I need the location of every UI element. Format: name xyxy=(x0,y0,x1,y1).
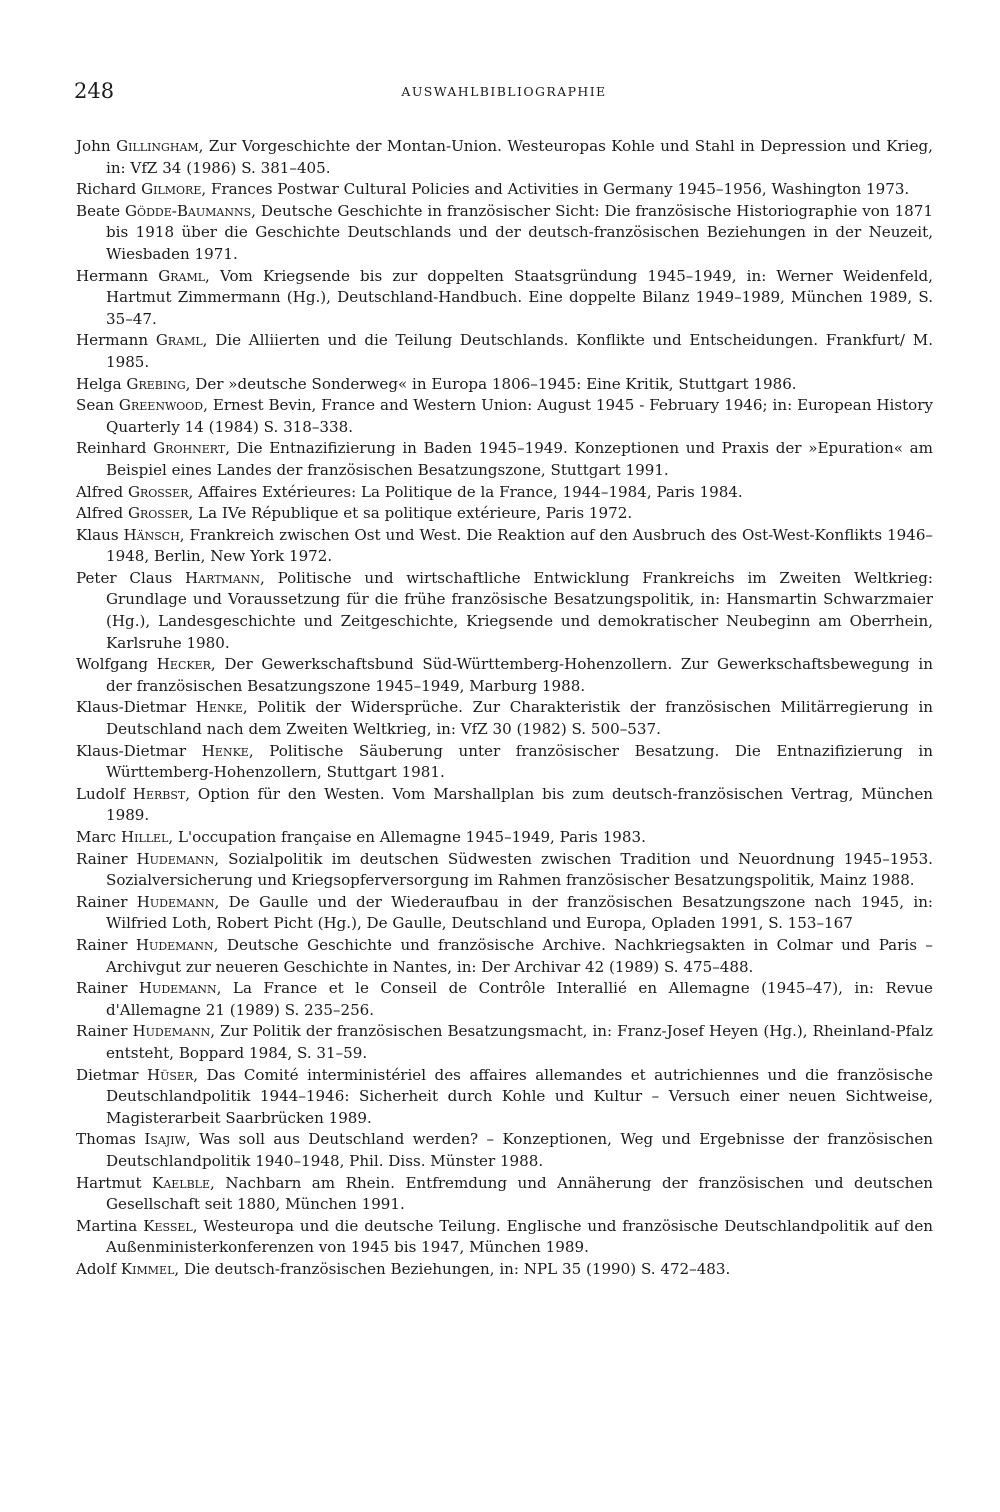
author-first-name: Sean xyxy=(76,396,114,415)
bibliography-entry xyxy=(76,892,933,935)
author-last-name: Kimmel xyxy=(120,1259,175,1278)
bibliography-entry xyxy=(76,395,933,438)
author-first-name: Reinhard xyxy=(76,439,147,458)
bibliography-entry xyxy=(76,1129,933,1172)
author-last-name: Graml xyxy=(155,331,203,350)
running-head: AUSWAHLBIBLIOGRAPHIE xyxy=(401,84,607,99)
author-first-name: Klaus-Dietmar xyxy=(76,698,187,717)
author-last-name: Hüser xyxy=(146,1065,194,1084)
author-first-name: Marc xyxy=(76,828,117,846)
bibliography-entry xyxy=(76,266,933,331)
author-last-name: Grosser xyxy=(127,482,189,501)
author-last-name: Grosser xyxy=(127,504,189,523)
entry-citation: , Deutsche Geschichte und französische Archive. Nachkriegsakten in Colmar und Paris – Archivgut zur neueren Geschichte in Nantes, in: Der Archivar 42 (1989) S. 475–488. xyxy=(106,935,933,976)
bibliography-entry xyxy=(76,784,933,827)
author-last-name: Grebing xyxy=(126,374,186,393)
author-first-name: Ludolf xyxy=(76,784,125,803)
author-last-name: Herbst xyxy=(132,784,186,803)
author-last-name: Hudemann xyxy=(138,979,217,998)
author-first-name: Adolf xyxy=(76,1259,117,1278)
entry-citation: , De Gaulle und der Wiederaufbau in der französischen Besatzungszone nach 1945, in: Wilfried Loth, Robert Picht (Hg.), De Gaulle, Deutschland und Europa, Opladen 1991, S. 153–167 xyxy=(106,892,933,933)
author-first-name: Hermann xyxy=(76,331,149,350)
bibliography-entry xyxy=(76,1021,933,1064)
author-first-name: Dietmar xyxy=(76,1065,139,1084)
entry-citation: , Politische und wirtschaftliche Entwicklung Frankreichs im Zweiten Weltkrieg: Grundlage und Voraussetzung für die frühe französische Besatzungspolitik, in: Hansmartin Schwarzmaier (Hg.), Landesgeschichte und Zeitgeschichte, Kriegsende und demokratischer Neubeginn am Oberrhein, Karlsruhe 1980. xyxy=(106,568,933,652)
author-last-name: Hecker xyxy=(156,655,211,674)
entry-citation: , Zur Vorgeschichte der Montan-Union. Westeuropas Kohle und Stahl in Depression und Krieg, in: VfZ 34 (1986) S. 381–405. xyxy=(106,137,933,177)
author-last-name: Isajiw xyxy=(144,1130,186,1149)
author-last-name: Grohnert xyxy=(153,439,226,458)
author-last-name: Hudemann xyxy=(135,935,214,954)
entry-citation: , Politik der Widersprüche. Zur Charakteristik der französischen Militärregierung in Deutschland nach dem Zweiten Weltkrieg, in: VfZ 30 (1982) S. 500–537. xyxy=(106,698,933,739)
entry-citation: , Politische Säuberung unter französischer Besatzung. Die Entnazifizierung in Württemberg-Hohenzollern, Stuttgart 1981. xyxy=(106,741,933,782)
entry-citation: , Westeuropa und die deutsche Teilung. Englische und französische Deutschlandpolitik auf den Außenministerkonferenzen von 1945 bis 1947, München 1989. xyxy=(106,1216,933,1257)
author-first-name: Rainer xyxy=(76,849,128,868)
author-last-name: Henke xyxy=(195,698,243,717)
author-first-name: Hermann xyxy=(76,266,149,285)
entry-citation: , Das Comité interministériel des affaires allemandes et autrichiennes und die französische Deutschlandpolitik 1944–1946: Sicherheit durch Kohle und Kultur – Versuch einer neuen Sichtweise, Magisterarbeit Saarbrücken 1989. xyxy=(106,1065,933,1127)
bibliography-entry xyxy=(76,741,933,784)
author-first-name: Helga xyxy=(76,374,122,393)
bibliography-entry xyxy=(76,136,933,179)
author-last-name: Hudemann xyxy=(136,849,215,868)
author-first-name: John xyxy=(76,137,111,155)
entry-citation: , La France et le Conseil de Contrôle Interallié en Allemagne (1945–47), in: Revue d'Allemagne 21 (1989) S. 235–256. xyxy=(106,979,933,1019)
author-first-name: Klaus xyxy=(76,525,119,544)
bibliography-entry xyxy=(76,935,933,978)
bibliography-entry xyxy=(76,179,933,201)
entry-citation: , Der Gewerkschaftsbund Süd-Württemberg-Hohenzollern. Zur Gewerkschaftsbewegung in der französischen Besatzungszone 1945–1949, Marburg 1988. xyxy=(106,655,933,695)
entry-citation: , Die deutsch-französischen Beziehungen, in: NPL 35 (1990) S. 472–483. xyxy=(174,1259,731,1278)
entry-citation: , Zur Politik der französischen Besatzungsmacht, in: Franz-Josef Heyen (Hg.), Rheinland-Pfalz entsteht, Boppard 1984, S. 31–59. xyxy=(106,1022,933,1062)
author-last-name: Gödde-Baumanns xyxy=(125,201,252,220)
bibliography-entry xyxy=(76,503,933,525)
entry-citation: , Vom Kriegsende bis zur doppelten Staatsgründung 1945–1949, in: Werner Weidenfeld, Hartmut Zimmermann (Hg.), Deutschland-Handbuch. Eine doppelte Bilanz 1949–1989, München 1989, S. 35–47. xyxy=(106,266,933,328)
author-first-name: Rainer xyxy=(76,892,128,911)
author-first-name: Klaus-Dietmar xyxy=(76,741,187,760)
entry-citation: , Deutsche Geschichte in französischer Sicht: Die französische Historiographie von 1871 bis 1918 über die Geschichte Deutschlands und der deutsch-französischen Beziehungen in der Neuzeit, Wiesbaden 1971. xyxy=(106,201,933,263)
author-last-name: Graml xyxy=(158,266,206,285)
author-first-name: Thomas xyxy=(76,1130,136,1149)
author-last-name: Hänsch xyxy=(123,525,180,544)
author-last-name: Kaelble xyxy=(152,1173,211,1192)
bibliography-entry xyxy=(76,1065,933,1130)
bibliography-entry xyxy=(76,482,933,504)
entry-citation: , Nachbarn am Rhein. Entfremdung und Annäherung der französischen und deutschen Gesellschaft seit 1880, München 1991. xyxy=(106,1173,933,1214)
author-first-name: Hartmut xyxy=(76,1173,142,1192)
entry-citation: , Affaires Extérieures: La Politique de la France, 1944–1984, Paris 1984. xyxy=(188,482,743,501)
author-last-name: Greenwood xyxy=(118,396,204,415)
entry-citation: , Sozialpolitik im deutschen Südwesten zwischen Tradition und Neuordnung 1945–1953. Sozialversicherung und Kriegsopferversorgung im Rahmen französischer Besatzungspolitik, Mainz 1988. xyxy=(106,849,933,890)
entry-citation: , Frankreich zwischen Ost und West. Die Reaktion auf den Ausbruch des Ost-West-Konflikts 1946–1948, Berlin, New York 1972. xyxy=(106,525,933,566)
bibliography-entry xyxy=(76,697,933,740)
bibliography-entry xyxy=(76,978,933,1021)
bibliography-entry xyxy=(76,1259,933,1281)
author-first-name: Peter Claus xyxy=(76,568,173,587)
entry-citation: , Die Alliierten und die Teilung Deutschlands. Konflikte und Entscheidungen. Frankfurt/ M. 1985. xyxy=(106,331,933,371)
author-last-name: Hartmann xyxy=(185,568,261,587)
bibliography-entry xyxy=(76,1216,933,1259)
bibliography-entry xyxy=(76,568,933,654)
author-last-name: Gillingham xyxy=(116,137,199,155)
author-last-name: Hudemann xyxy=(136,892,215,911)
entry-citation: , Der »deutsche Sonderweg« in Europa 1806–1945: Eine Kritik, Stuttgart 1986. xyxy=(185,374,797,393)
bibliography-entry xyxy=(76,654,933,697)
page-number: 248 xyxy=(74,79,115,103)
author-first-name: Rainer xyxy=(76,935,128,954)
author-first-name: Beate xyxy=(76,201,121,220)
bibliography-entry xyxy=(76,1173,933,1216)
author-first-name: Richard xyxy=(76,180,137,199)
author-first-name: Alfred xyxy=(76,482,124,501)
author-first-name: Alfred xyxy=(76,504,124,523)
author-first-name: Rainer xyxy=(76,979,128,998)
bibliography-list xyxy=(76,136,933,1280)
author-last-name: Henke xyxy=(201,741,249,760)
author-last-name: Kessel xyxy=(143,1216,193,1235)
entry-citation: , Frances Postwar Cultural Policies and Activities in Germany 1945–1956, Washington 1973. xyxy=(201,180,910,199)
author-first-name: Wolfgang xyxy=(76,655,149,674)
entry-citation: , Ernest Bevin, France and Western Union: August 1945 - February 1946; in: European History Quarterly 14 (1984) S. 318–338. xyxy=(106,396,933,436)
bibliography-entry xyxy=(76,525,933,568)
author-first-name: Rainer xyxy=(76,1022,128,1041)
author-last-name: Gilmore xyxy=(141,180,202,199)
entry-citation: , La IVe République et sa politique extérieure, Paris 1972. xyxy=(188,504,633,523)
author-first-name: Martina xyxy=(76,1216,138,1235)
page-header xyxy=(74,78,934,108)
entry-citation: , Option für den Westen. Vom Marshallplan bis zum deutsch-französischen Vertrag, München 1989. xyxy=(106,784,933,825)
bibliography-entry xyxy=(76,438,933,481)
bibliography-entry xyxy=(76,827,933,849)
bibliography-entry xyxy=(76,374,933,396)
entry-citation: , Die Entnazifizierung in Baden 1945–1949. Konzeptionen und Praxis der »Epuration« am Beispiel eines Landes der französischen Besatzungszone, Stuttgart 1991. xyxy=(106,439,933,479)
entry-citation: , L'occupation française en Allemagne 1945–1949, Paris 1983. xyxy=(168,828,646,846)
author-last-name: Hillel xyxy=(120,828,169,846)
author-last-name: Hudemann xyxy=(132,1022,211,1041)
bibliography-entry xyxy=(76,201,933,266)
entry-citation: , Was soll aus Deutschland werden? – Konzeptionen, Weg und Ergebnisse der französischen Deutschlandpolitik 1940–1948, Phil. Diss. Münster 1988. xyxy=(106,1130,933,1170)
bibliography-entry xyxy=(76,330,933,373)
bibliography-entry xyxy=(76,849,933,892)
